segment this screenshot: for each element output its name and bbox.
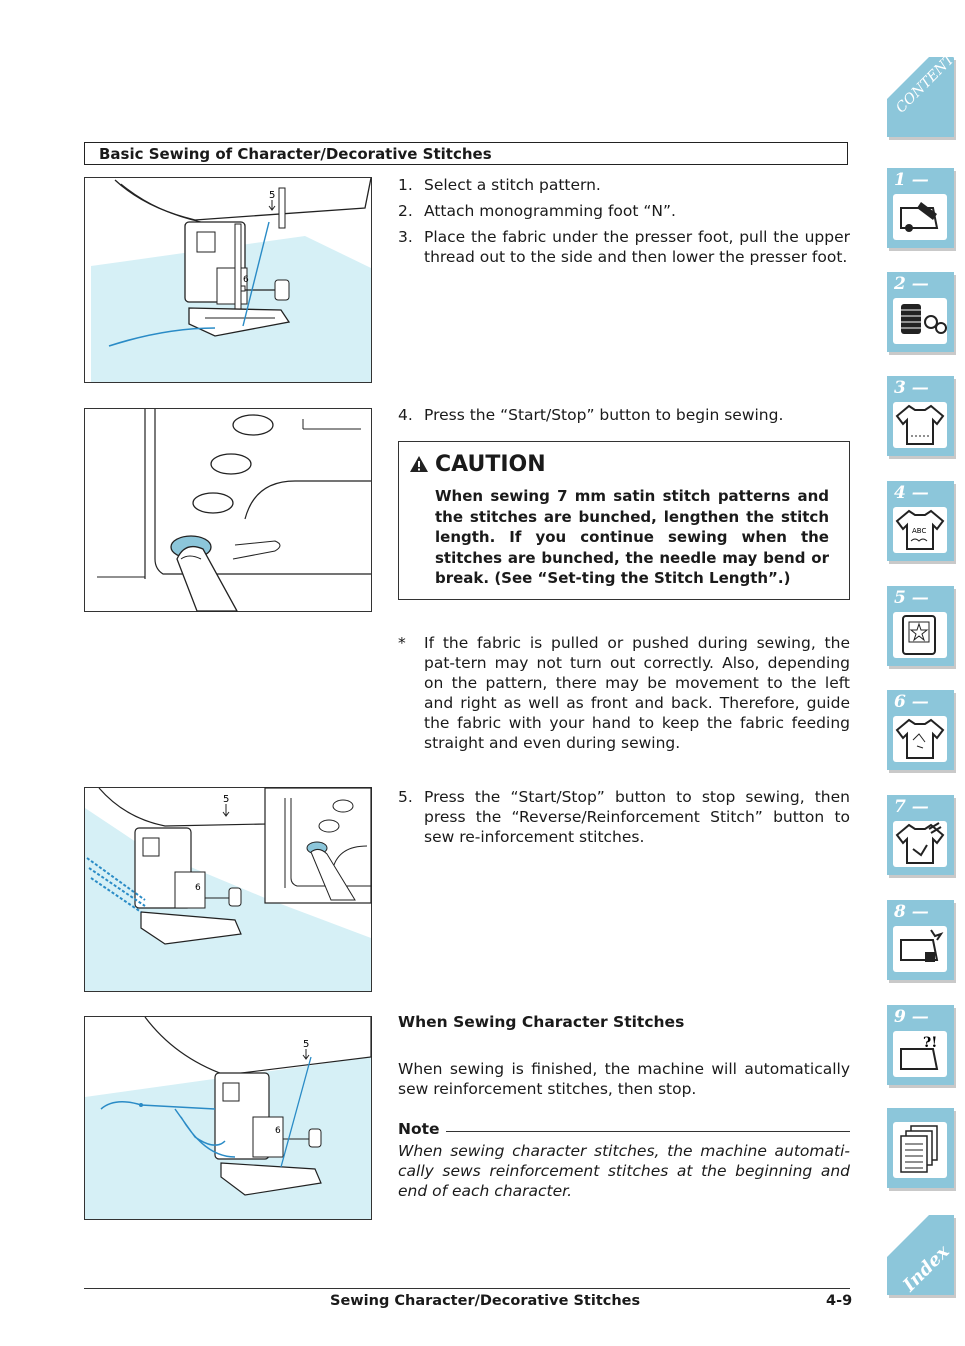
shirt-design-icon bbox=[893, 716, 947, 762]
step-text: Attach monogramming foot “N”. bbox=[424, 202, 676, 220]
step-number: 2. bbox=[398, 202, 413, 220]
step-text: Press the “Start/Stop” button to begin sewing. bbox=[424, 406, 784, 424]
shirt-icon bbox=[893, 402, 947, 448]
warning-icon bbox=[409, 455, 429, 473]
foot-label-6: 6 bbox=[243, 275, 249, 285]
asterisk-mark: * bbox=[398, 634, 406, 652]
tab-contents-label: CONTENTS bbox=[893, 44, 965, 117]
tab-contents[interactable] bbox=[887, 44, 965, 137]
step-3 bbox=[398, 227, 850, 267]
tab-chapter-7[interactable] bbox=[887, 795, 954, 875]
figure-presser-foot bbox=[84, 177, 372, 383]
step-number: 5. bbox=[398, 788, 413, 806]
footer-title: Sewing Character/Decorative Stitches bbox=[330, 1293, 641, 1309]
icon-abc-text: ABC bbox=[912, 527, 927, 535]
tab-chapter-2[interactable] bbox=[887, 272, 954, 352]
section-title: Basic Sewing of Character/Decorative Stitches bbox=[99, 145, 492, 163]
needle-label-5: 5 bbox=[269, 190, 276, 201]
tab-label: 3 — bbox=[894, 378, 929, 398]
tab-chapter-5[interactable] bbox=[887, 586, 954, 666]
page-number: 4-9 bbox=[826, 1293, 853, 1309]
step-5 bbox=[398, 787, 850, 847]
tab-chapter-4[interactable] bbox=[887, 481, 954, 561]
tab-label: 1 — bbox=[894, 170, 929, 190]
tab-label: 5 — bbox=[894, 588, 929, 608]
embroidery-frame-icon bbox=[893, 612, 947, 658]
machine-care-icon bbox=[893, 926, 947, 972]
note-text: When sewing character stitches, the machine automati-cally sews reinforcement stitches at the beginning and end of each character. bbox=[398, 1142, 850, 1200]
figure-reinforcement bbox=[84, 787, 372, 992]
tab-label: 6 — bbox=[894, 692, 929, 712]
tab-chapter-1[interactable] bbox=[887, 168, 954, 248]
needle-label-5: 5 bbox=[303, 1039, 310, 1050]
step-text: Place the fabric under the presser foot, pull the upper thread out to the side and then lower the presser foot. bbox=[424, 228, 850, 266]
asterisk-note-text: If the fabric is pulled or pushed during sewing, the pat-tern may not turn out correctly. Also, depending on the pattern, there may be movement to the left and right as well as front and back. Therefore, guide the fabric with your hand to keep the fabric feeding straight and even during sewing. bbox=[424, 634, 850, 752]
tab-index[interactable] bbox=[887, 1215, 954, 1295]
character-heading: When Sewing Character Stitches bbox=[398, 1013, 685, 1031]
tab-chapter-8[interactable] bbox=[887, 900, 954, 980]
svg-text:?!: ?! bbox=[923, 1035, 938, 1051]
note-label: Note bbox=[398, 1120, 440, 1138]
step-number: 1. bbox=[398, 176, 413, 194]
tab-label: 7 — bbox=[894, 797, 929, 817]
tab-chapter-3[interactable] bbox=[887, 376, 954, 456]
foot-label-6: 6 bbox=[195, 883, 201, 893]
foot-label-6: 6 bbox=[275, 1126, 281, 1136]
character-text: When sewing is finished, the machine will automatically sew reinforcement stitches, then stop. bbox=[398, 1060, 850, 1098]
step-1 bbox=[398, 175, 850, 195]
caution-box bbox=[398, 441, 850, 600]
documents-icon bbox=[893, 1122, 947, 1178]
figure-start-stop-button bbox=[84, 408, 372, 612]
section-header bbox=[84, 142, 848, 165]
tab-documents[interactable] bbox=[887, 1108, 954, 1188]
sewing-machine-icon bbox=[893, 194, 947, 240]
step-number: 3. bbox=[398, 228, 413, 246]
tab-chapter-9[interactable] bbox=[887, 1005, 954, 1085]
figure-character-stitches bbox=[84, 1016, 372, 1220]
step-text: Select a stitch pattern. bbox=[424, 176, 601, 194]
shirt-abc-icon bbox=[893, 507, 947, 553]
caution-title: CAUTION bbox=[435, 452, 546, 477]
step-4 bbox=[398, 405, 850, 425]
footer-divider bbox=[84, 1288, 850, 1289]
tab-label: 4 — bbox=[894, 483, 929, 503]
tab-label: 9 — bbox=[894, 1007, 929, 1027]
tab-chapter-6[interactable] bbox=[887, 690, 954, 770]
shirt-edit-icon bbox=[893, 821, 947, 867]
step-2 bbox=[398, 201, 850, 221]
tab-label: 2 — bbox=[894, 274, 929, 294]
needle-label-5: 5 bbox=[223, 794, 230, 805]
step-text: Press the “Start/Stop” button to stop sewing, then press the “Reverse/Reinforcement Stitch” button to sew re-inforcement stitches. bbox=[424, 788, 850, 846]
tab-label: 8 — bbox=[894, 902, 929, 922]
troubleshooting-icon bbox=[893, 1031, 947, 1077]
thread-spool-icon bbox=[893, 298, 947, 344]
note-divider bbox=[446, 1131, 850, 1132]
step-number: 4. bbox=[398, 406, 413, 424]
tab-index-label: Index bbox=[899, 1241, 954, 1296]
caution-text: When sewing 7 mm satin stitch patterns and the stitches are bunched, lengthen the stitch length. If you continue sewing when the stitches are bunched, the needle may bend or break. (See “Set-ting the Stitch Length”.) bbox=[435, 487, 829, 587]
caution-heading bbox=[409, 452, 546, 477]
asterisk-note bbox=[398, 633, 850, 753]
